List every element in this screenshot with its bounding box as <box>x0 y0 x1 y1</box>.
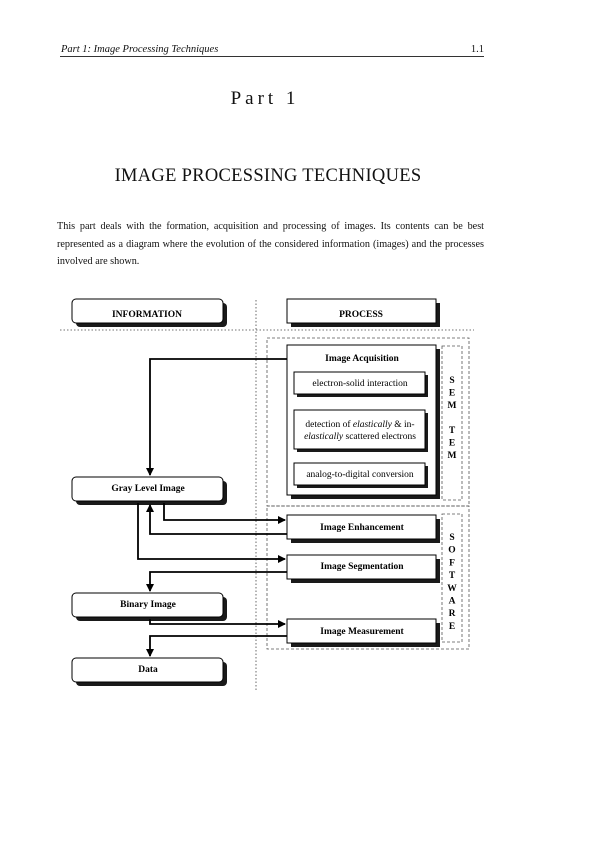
electron-detection-box <box>294 410 428 452</box>
sem-tem-frame <box>442 346 462 500</box>
software-letter: S <box>449 533 455 543</box>
electron-detection-label-line2: elastically scattered electrons <box>304 432 416 443</box>
sem-tem-letter: E <box>448 388 456 399</box>
arrow-segmentation-to-binary <box>150 572 287 591</box>
image-acquisition-title: Image Acquisition <box>325 354 399 365</box>
sem-tem-letter: M <box>447 401 457 411</box>
sem-tem-letter: S <box>449 376 455 386</box>
process-header-label: PROCESS <box>339 310 383 321</box>
electron-solid-interaction-box <box>294 372 428 397</box>
binary-image-box <box>72 593 227 621</box>
information-header-box <box>72 299 227 327</box>
software-letter: O <box>448 545 456 556</box>
software-letter: E <box>448 621 456 632</box>
sem-tem-letter: E <box>448 438 456 449</box>
arrow-gray-to-segmentation <box>138 503 285 559</box>
software-letter: W <box>447 583 457 594</box>
analog-digital-conversion-box <box>294 463 428 488</box>
arrow-acquisition-to-gray <box>150 359 287 475</box>
sem-tem-letter: M <box>447 451 457 461</box>
software-letter: A <box>448 596 456 607</box>
software-label <box>447 533 457 632</box>
software-letter: F <box>449 558 455 569</box>
analog-digital-conversion-label: analog-to-digital conversion <box>306 470 414 481</box>
information-header-label: INFORMATION <box>111 310 183 321</box>
part-title: Part 1 <box>230 88 300 109</box>
image-segmentation-box <box>287 555 440 583</box>
software-letter: T <box>448 571 456 582</box>
binary-image-label: Binary Image <box>120 600 176 611</box>
process-header-box <box>287 299 440 327</box>
page-number: 1.1 <box>470 44 484 55</box>
data-box <box>72 658 227 686</box>
software-letter: R <box>448 609 456 620</box>
sem-tem-letter: T <box>448 426 456 436</box>
image-segmentation-label: Image Segmentation <box>320 562 404 573</box>
gray-level-image-label: Gray Level Image <box>111 484 185 495</box>
chapter-title: IMAGE PROCESSING TECHNIQUES <box>114 166 422 186</box>
arrow-measurement-to-data <box>150 636 287 656</box>
gray-level-image-box <box>72 477 227 505</box>
data-label: Data <box>138 665 158 676</box>
sem-tem-label <box>448 376 457 461</box>
intro-paragraph: This part deals with the formation, acquisition and processing of images. Its contents can be best represented as a diagram where the evolution of the considered information (images) and the processes involved are shown. <box>57 221 484 267</box>
image-enhancement-label: Image Enhancement <box>320 523 404 534</box>
electron-solid-interaction-label: electron-solid interaction <box>312 379 408 390</box>
image-enhancement-box <box>287 515 440 543</box>
image-measurement-box <box>287 619 440 647</box>
running-header-title: Part 1: Image Processing Techniques <box>61 44 219 55</box>
image-measurement-label: Image Measurement <box>320 627 404 638</box>
electron-detection-label-line1: detection of elastically & in- <box>305 420 415 431</box>
